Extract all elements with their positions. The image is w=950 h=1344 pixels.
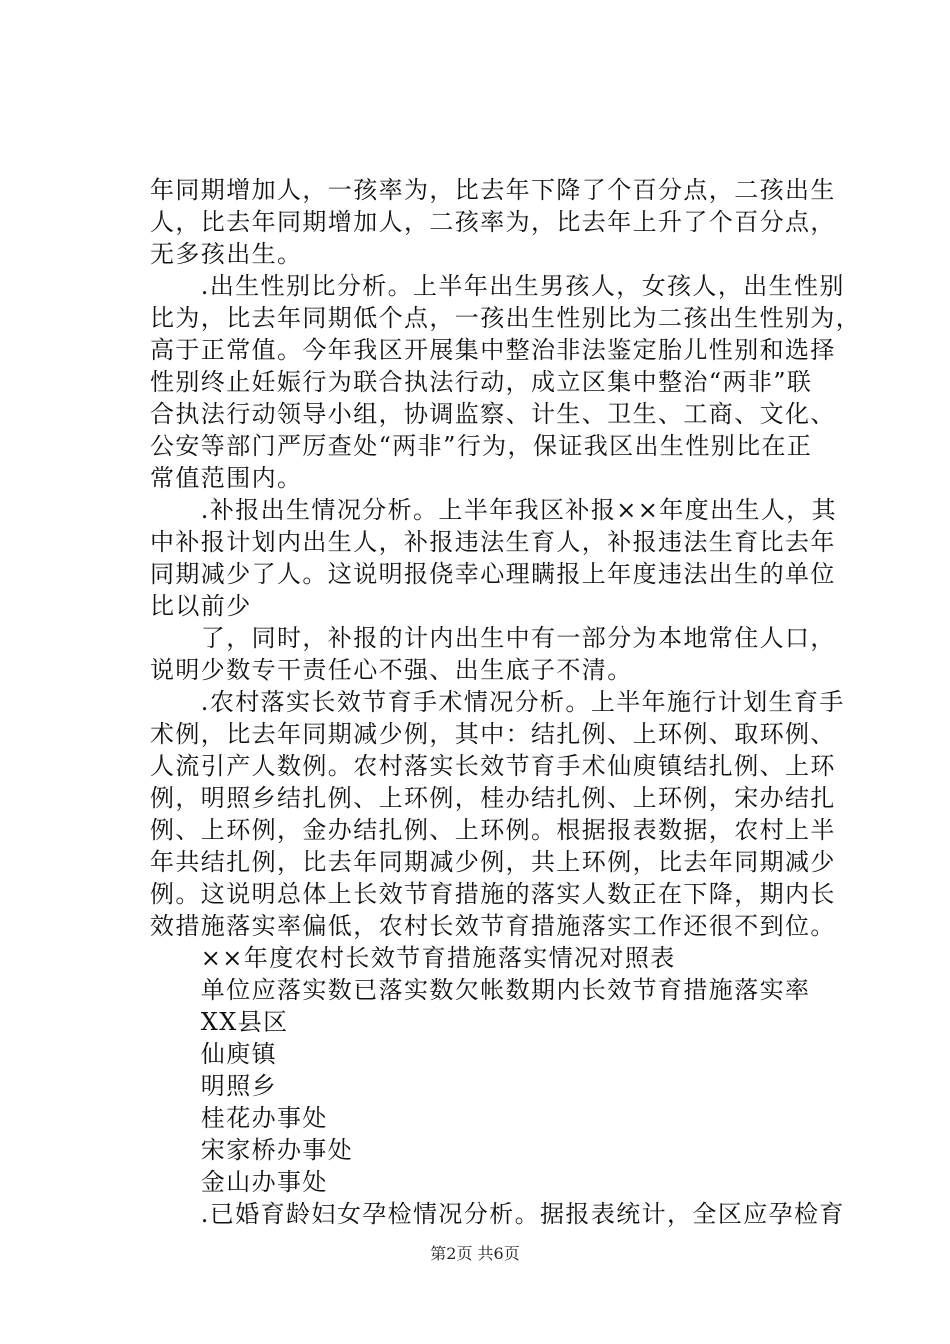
text-line: 术例，比去年同期减少例，其中：结扎例、上环例、取环例、 <box>150 720 836 748</box>
text-line: 无多孩出生。 <box>150 240 303 268</box>
text-line: 中补报计划内出生人，补报违法生育人，补报违法生育比去年 <box>150 528 836 556</box>
table-row-label: 明照乡 <box>150 1072 277 1100</box>
text-line: .出生性别比分析。上半年出生男孩人，女孩人，出生性别 <box>150 272 845 300</box>
text-line: 年同期增加人，一孩率为，比去年下降了个百分点，二孩出生 <box>150 176 836 204</box>
text-line: 例、上环例，金办结扎例、上环例。根据报表数据，农村上半 <box>150 816 836 844</box>
text-line: 说明少数专干责任心不强、出生底子不清。 <box>150 656 633 684</box>
text-line: 合执法行动领导小组，协调监察、计生、卫生、工商、文化、 <box>150 400 836 428</box>
text-line: 人流引产人数例。农村落实长效节育手术仙庾镇结扎例、上环 <box>150 752 836 780</box>
text-line: 同期减少了人。这说明报侥幸心理瞒报上年度违法出生的单位 <box>150 560 836 588</box>
text-line: 例，明照乡结扎例、上环例，桂办结扎例、上环例，宋办结扎 <box>150 784 836 812</box>
table-title: ××年度农村长效节育措施落实情况对照表 <box>150 944 676 972</box>
table-row-label: 宋家桥办事处 <box>150 1136 354 1164</box>
text-line: 效措施落实率偏低，农村长效节育措施落实工作还很不到位。 <box>150 912 836 940</box>
text-line: .农村落实长效节育手术情况分析。上半年施行计划生育手 <box>150 688 845 716</box>
text-line: 比以前少 <box>150 592 252 620</box>
text-line: 比为，比去年同期低个点，一孩出生性别比为二孩出生性别为， <box>150 304 862 332</box>
text-line: .已婚育龄妇女孕检情况分析。据报表统计，全区应孕检育 <box>150 1200 845 1228</box>
text-line: .补报出生情况分析。上半年我区补报××年度出生人，其 <box>150 496 838 524</box>
table-row-label: 金山办事处 <box>150 1168 328 1196</box>
text-line: 性别终止妊娠行为联合执法行动，成立区集中整治“两非”联 <box>150 368 813 396</box>
table-header: 单位应落实数已落实数欠帐数期内长效节育措施落实率 <box>150 976 811 1004</box>
text-line: 年共结扎例，比去年同期减少例，共上环例，比去年同期减少 <box>150 848 836 876</box>
table-row-label: 仙庾镇 <box>150 1040 277 1068</box>
table-row-label: XX县区 <box>150 1008 289 1036</box>
text-line: 了，同时，补报的计内出生中有一部分为本地常住人口， <box>150 624 836 652</box>
table-row-label: 桂花办事处 <box>150 1104 328 1132</box>
text-line: 例。这说明总体上长效节育措施的落实人数正在下降，期内长 <box>150 880 836 908</box>
text-line: 高于正常值。今年我区开展集中整治非法鉴定胎儿性别和选择 <box>150 336 836 364</box>
text-line: 公安等部门严厉查处“两非”行为，保证我区出生性别比在正 <box>150 432 813 460</box>
text-line: 人，比去年同期增加人，二孩率为，比去年上升了个百分点， <box>150 208 836 236</box>
text-line: 常值范围内。 <box>150 464 303 492</box>
page-footer: 第2页 共6页 <box>430 1244 520 1263</box>
